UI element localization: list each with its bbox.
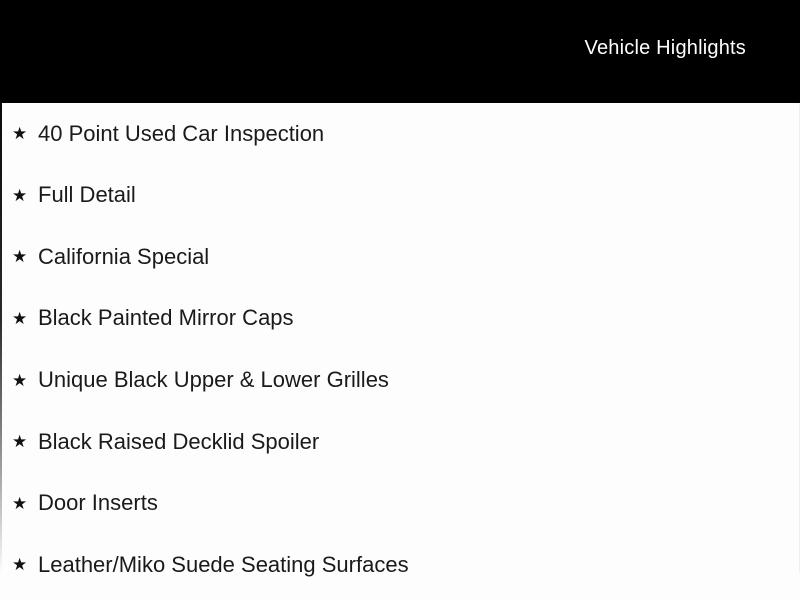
list-item: [0, 534, 800, 596]
list-item-label: Black Raised Decklid Spoiler: [38, 428, 320, 454]
list-item: [0, 288, 800, 350]
list-item-label: Unique Black Upper & Lower Grilles: [38, 366, 389, 392]
list-item: [0, 226, 800, 288]
list-item: [0, 349, 800, 411]
star-icon: ★: [12, 309, 28, 330]
list-item-label: Door Inserts: [38, 490, 158, 516]
list-item: [0, 411, 800, 473]
page-title: Vehicle Highlights: [584, 37, 746, 59]
list-item-label: 40 Point Used Car Inspection: [38, 120, 325, 146]
list-item-label: Black Painted Mirror Caps: [38, 305, 294, 331]
star-icon: ★: [12, 432, 28, 453]
list-item: [0, 103, 800, 165]
star-icon: ★: [12, 493, 28, 514]
star-icon: ★: [12, 185, 28, 206]
header-bar: [0, 0, 800, 103]
star-icon: ★: [12, 370, 28, 391]
list-item-label: Full Detail: [38, 182, 136, 208]
list-item-label: California Special: [38, 243, 210, 269]
highlights-list: [0, 103, 800, 596]
list-item-label: Leather/Miko Suede Seating Surfaces: [38, 551, 409, 577]
list-item: [0, 165, 800, 227]
star-icon: ★: [12, 124, 28, 145]
star-icon: ★: [12, 555, 28, 576]
list-item: [0, 473, 800, 535]
star-icon: ★: [12, 247, 28, 268]
